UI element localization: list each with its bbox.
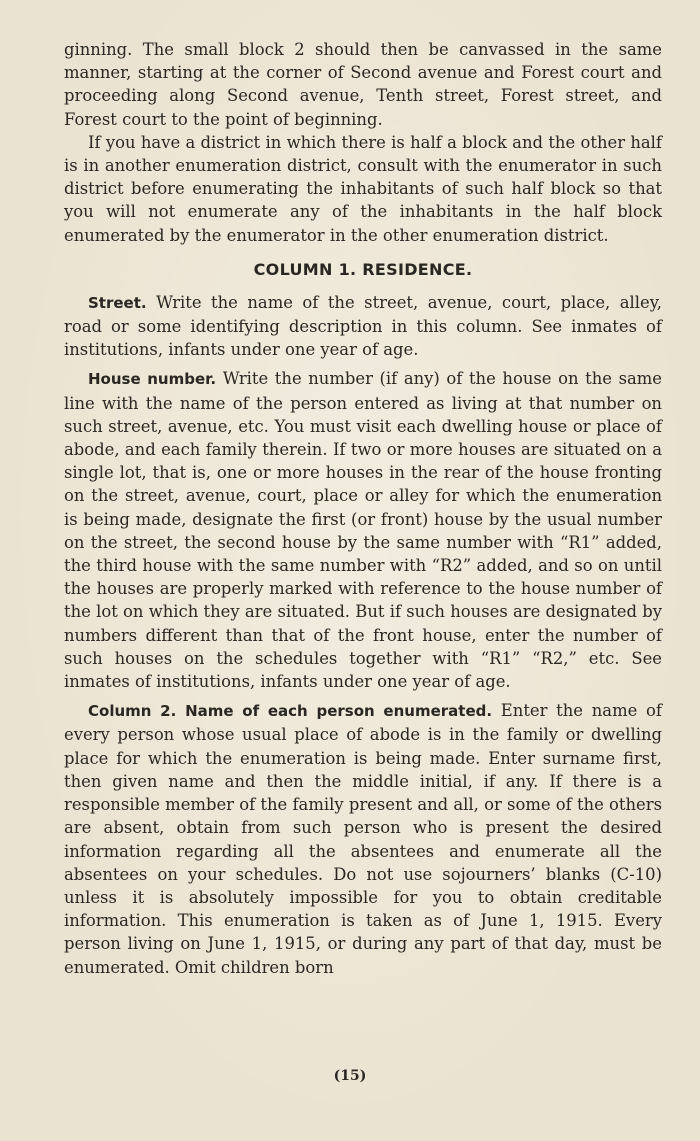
column-2-text: Enter the name of every person whose usual place of abode is in the family or dwelling place for which the enumeration is being made. Enter surname first, then given name and then the middle initial, if any. If there is a responsible member of the family present and all, or some of the others are absent, obtain from such person who is present the desired information regarding all the absentees and enumerate all the absentees on your schedules. Do not use sojourners’ blanks (C-10) unless it is absolutely impossible for you to obtain creditable information. This enumeration is taken as of June 1, 1915. Every person living on June 1, 1915, or during any part of that day, must be enumerated. Omit children born — [64, 701, 662, 977]
house-number-lead: House number. — [88, 370, 217, 389]
street-text: Write the name of the street, avenue, court, place, alley, road or some identifying description in this column. See inmates of institutions, infants under one year of age. — [64, 292, 662, 360]
street-lead: Street. — [88, 293, 147, 312]
page-number: (15) — [333, 1068, 367, 1084]
paragraph-house-number — [64, 367, 662, 693]
paragraph-street — [64, 291, 662, 362]
paragraph-column-2 — [64, 699, 662, 978]
paragraph-half-block: If you have a district in which there is half a block and the other half is in another enumeration district, consult with the enumerator in such district before enumerating the inhabitants of such half block so that you will not enumerate any of the inhabitants in the half block enumerated by the enumerator in the other enumeration district. — [64, 132, 662, 245]
column-2-lead: Column 2. Name of each person enumerated. — [88, 702, 493, 721]
house-number-text: Write the number (if any) of the house on the same line with the name of the person entered as living at that number on such street, avenue, etc. You must visit each dwelling house or place of abode, and each family therein. If two or more houses are situated on a single lot, that is, one or more houses in the rear of the house fronting on the street, avenue, court, place or alley for which the enumeration is being made, designate the first (or front) house by the usual number on the street, the second house by the same number with “R1” added, the third house with the same number with “R2” added, and so on until the houses are properly marked with reference to the house number of the lot on which they are situated. But if such houses are designated by numbers different than that of the front house, enter the number of such houses on the schedules together with “R1” “R2,” etc. See inmates of institutions, infants under one year of age. — [64, 369, 663, 692]
section-heading: COLUMN 1. RESIDENCE. — [253, 259, 473, 279]
paragraph-continued: ginning. The small block 2 should then be canvassed in the same manner, starting at the corner of Second avenue and Forest court and proceeding along Second avenue, Tenth street, Forest street, and Forest court to the point of beginning. — [64, 40, 662, 129]
